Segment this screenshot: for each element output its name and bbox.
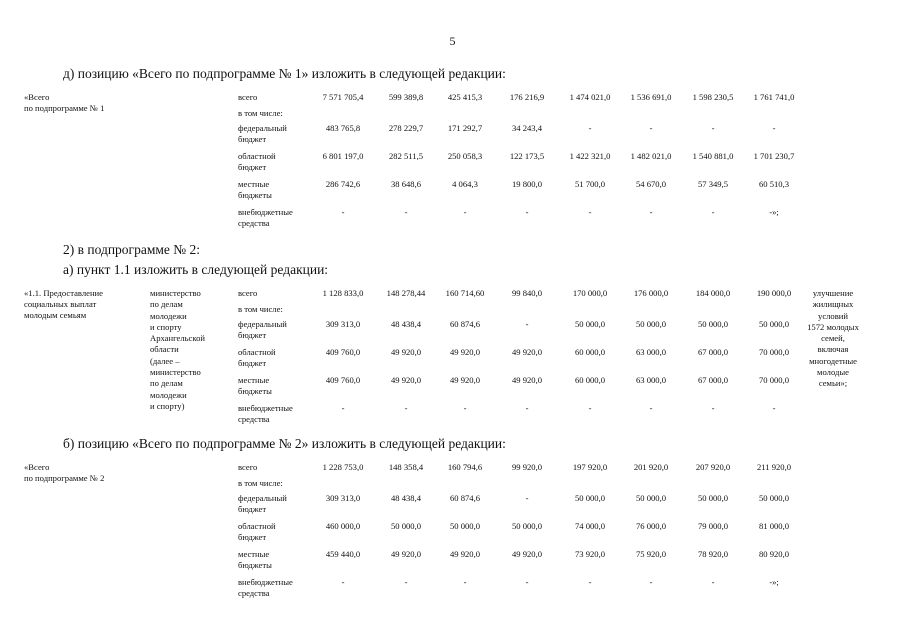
funding-value-cell: 49 920,0: [449, 375, 481, 385]
funding-source: [238, 179, 316, 200]
responsible-line: молодежи: [150, 310, 187, 321]
funding-value-cell: 50 000,0: [635, 319, 667, 329]
funding-value-cell: -: [711, 577, 715, 587]
funding-value-cell: 50 000,0: [574, 319, 606, 329]
funding-value-cell: 60 874,6: [449, 319, 481, 329]
funding-source-line: внебюджетные: [238, 207, 293, 217]
funding-row-federal: [0, 319, 905, 347]
funding-source: [238, 123, 316, 144]
funding-value-cell: -»;: [769, 207, 779, 217]
funding-value-cell: 60 000,0: [574, 347, 606, 357]
funding-row-local: [0, 549, 905, 577]
funding-value-cell: 1 422 321,0: [569, 151, 611, 161]
funding-source: [238, 549, 316, 570]
funding-value-cell: 250 058,3: [447, 151, 483, 161]
funding-value-cell: 160 714,60: [445, 288, 485, 298]
funding-value-cell: 34 243,4: [511, 123, 543, 133]
funding-value-cell: 425 415,3: [447, 92, 483, 102]
heading-item-1-1: а) пункт 1.1 изложить в следующей редакции:: [63, 262, 329, 277]
funding-value-cell: 176 216,9: [509, 92, 545, 102]
funding-source-line: всего: [238, 92, 258, 102]
funding-source-line: средства: [238, 217, 270, 228]
funding-value-cell: 60 000,0: [574, 375, 606, 385]
funding-value-cell: 49 920,0: [511, 549, 543, 559]
funding-value-cell: 459 440,0: [325, 549, 361, 559]
heading-subprogram-2: 2) в подпрограмме № 2:: [63, 242, 201, 257]
funding-value-cell: -: [588, 577, 592, 587]
funding-value-cell: 1 228 753,0: [322, 462, 364, 472]
funding-source-line: областной: [238, 347, 276, 357]
funding-value-cell: 50 000,0: [574, 493, 606, 503]
funding-value-cell: -: [525, 207, 529, 217]
responsible-line: Архангельской: [150, 333, 205, 344]
funding-source: [238, 375, 316, 396]
funding-source-line: всего: [238, 288, 258, 298]
funding-row-offbudget: [0, 207, 905, 235]
funding-value-cell: 49 920,0: [390, 347, 422, 357]
funding-value-cell: 599 389,8: [388, 92, 424, 102]
funding-value-cell: -: [525, 319, 529, 329]
funding-source-line: всего: [238, 462, 258, 472]
funding-value-cell: -: [341, 207, 345, 217]
row-label-line: по подпрограмме № 1: [24, 103, 105, 113]
responsible-line: по делам: [150, 299, 183, 310]
result-line: условий: [818, 310, 848, 321]
funding-value-cell: -: [525, 403, 529, 413]
funding-source-line: областной: [238, 521, 276, 531]
funding-value-cell: 50 000,0: [697, 493, 729, 503]
funding-value-cell: -: [463, 577, 467, 587]
funding-source: [238, 577, 316, 598]
funding-source-line: бюджет: [238, 161, 267, 172]
result-line: многодетные: [809, 355, 857, 366]
funding-value-cell: 70 000,0: [758, 375, 790, 385]
funding-source: [238, 288, 316, 299]
funding-value-cell: -: [463, 403, 467, 413]
funding-value-cell: -: [649, 577, 653, 587]
funding-source-line: местные: [238, 549, 270, 559]
funding-source-line: местные: [238, 375, 270, 385]
funding-value-cell: 409 760,0: [325, 375, 361, 385]
funding-value-cell: -: [588, 207, 592, 217]
funding-value-cell: 148 358,4: [388, 462, 424, 472]
responsible-line: области: [150, 344, 179, 355]
funding-source-line: средства: [238, 413, 270, 424]
funding-source-line: бюджеты: [238, 385, 272, 396]
funding-value-cell: 99 920,0: [511, 462, 543, 472]
funding-value-cell: 81 000,0: [758, 521, 790, 531]
responsible-line: молодежи: [150, 389, 187, 400]
result-line: улучшение: [812, 288, 854, 298]
funding-row-local: [0, 179, 905, 207]
funding-value-cell: 122 173,5: [509, 151, 545, 161]
funding-row-federal: [0, 123, 905, 151]
funding-value-cell: 78 920,0: [697, 549, 729, 559]
funding-subheading: в том числе:: [238, 478, 283, 488]
funding-value-cell: -: [588, 403, 592, 413]
funding-value-cell: -: [588, 123, 592, 133]
funding-value-cell: 409 760,0: [325, 347, 361, 357]
funding-value-cell: -: [525, 493, 529, 503]
funding-value-cell: 63 000,0: [635, 375, 667, 385]
funding-value-cell: 50 000,0: [697, 319, 729, 329]
funding-value-cell: 19 800,0: [511, 179, 543, 189]
funding-value-cell: 99 840,0: [511, 288, 543, 298]
funding-value-cell: 1 540 881,0: [692, 151, 734, 161]
funding-value-cell: 50 000,0: [758, 493, 790, 503]
funding-source-line: бюджет: [238, 329, 267, 340]
funding-value-cell: 49 920,0: [511, 375, 543, 385]
funding-source-line: бюджет: [238, 531, 267, 542]
funding-value-cell: 184 000,0: [695, 288, 731, 298]
funding-value-cell: 278 229,7: [388, 123, 424, 133]
row-label-line: «Всего: [24, 462, 50, 472]
result-line: семьи»;: [818, 378, 848, 389]
funding-source: [238, 207, 316, 228]
funding-source: [238, 521, 316, 542]
funding-value-cell: 309 313,0: [325, 319, 361, 329]
funding-value-cell: 176 000,0: [633, 288, 669, 298]
funding-value-cell: 49 920,0: [449, 549, 481, 559]
funding-value-cell: 67 000,0: [697, 375, 729, 385]
responsible-line: министерство: [150, 288, 201, 298]
funding-value-cell: 1 598 230,5: [692, 92, 734, 102]
funding-source-line: бюджет: [238, 133, 267, 144]
funding-value-cell: 51 700,0: [574, 179, 606, 189]
funding-value-cell: 211 920,0: [756, 462, 792, 472]
funding-value-cell: 190 000,0: [756, 288, 792, 298]
funding-value-cell: 201 920,0: [633, 462, 669, 472]
funding-source-line: бюджет: [238, 357, 267, 368]
funding-source: [238, 347, 316, 368]
funding-source-line: внебюджетные: [238, 577, 293, 587]
funding-value-cell: 60 874,6: [449, 493, 481, 503]
funding-value-cell: -: [649, 403, 653, 413]
funding-row-regional: [0, 347, 905, 375]
funding-value-cell: 79 000,0: [697, 521, 729, 531]
funding-value-cell: 309 313,0: [325, 493, 361, 503]
funding-value-cell: 50 000,0: [758, 319, 790, 329]
funding-value-cell: 160 794,6: [447, 462, 483, 472]
funding-value-cell: 50 000,0: [449, 521, 481, 531]
funding-value-cell: 73 920,0: [574, 549, 606, 559]
funding-source-line: внебюджетные: [238, 403, 293, 413]
funding-value-cell: 38 648,6: [390, 179, 422, 189]
funding-value-cell: 50 000,0: [511, 521, 543, 531]
row-label-line: социальных выплат: [24, 299, 97, 309]
funding-value-cell: 460 000,0: [325, 521, 361, 531]
funding-value-cell: 286 742,6: [325, 179, 361, 189]
funding-value-cell: 49 920,0: [390, 375, 422, 385]
row-label-line: молодым семьям: [24, 310, 87, 320]
funding-value-cell: -: [649, 207, 653, 217]
funding-source-line: областной: [238, 151, 276, 161]
funding-value-cell: 207 920,0: [695, 462, 731, 472]
heading-position-total-subprogram-2: б) позицию «Всего по подпрограмме № 2» изложить в следующей редакции:: [63, 436, 506, 451]
funding-value-cell: 148 278,44: [386, 288, 426, 298]
funding-value-cell: 4 064,3: [452, 179, 478, 189]
heading-position-total-subprogram-1: д) позицию «Всего по подпрограмме № 1» изложить в следующей редакции:: [63, 66, 506, 81]
responsible-line: и спорту: [150, 321, 182, 332]
funding-value-cell: -: [463, 207, 467, 217]
funding-value-cell: 1 474 021,0: [569, 92, 611, 102]
funding-value-cell: 1 761 741,0: [753, 92, 795, 102]
funding-value-cell: 54 670,0: [635, 179, 667, 189]
funding-source: [238, 319, 316, 340]
funding-value-cell: 48 438,4: [390, 493, 422, 503]
responsible-line: по делам: [150, 378, 183, 389]
row-label-line: «1.1. Предоставление: [24, 288, 103, 298]
funding-source-line: бюджет: [238, 503, 267, 514]
funding-source: [238, 151, 316, 172]
funding-value-cell: 49 920,0: [511, 347, 543, 357]
responsible-line: и спорту): [150, 400, 185, 411]
funding-value-cell: 49 920,0: [390, 549, 422, 559]
funding-value-cell: 49 920,0: [449, 347, 481, 357]
funding-value-cell: 171 292,7: [447, 123, 483, 133]
funding-value-cell: 6 801 197,0: [322, 151, 364, 161]
row-label-line: «Всего: [24, 92, 50, 102]
funding-value-cell: 48 438,4: [390, 319, 422, 329]
funding-subheading: в том числе:: [238, 304, 283, 314]
funding-value-cell: 80 920,0: [758, 549, 790, 559]
funding-value-cell: 50 000,0: [635, 493, 667, 503]
funding-source-line: средства: [238, 587, 270, 598]
funding-source-line: местные: [238, 179, 270, 189]
funding-row-local: [0, 375, 905, 403]
funding-value-cell: 1 128 833,0: [322, 288, 364, 298]
funding-source: [238, 92, 316, 103]
funding-value-cell: -: [772, 123, 776, 133]
funding-value-cell: 1 482 021,0: [630, 151, 672, 161]
result-line: жилищных: [812, 299, 854, 310]
funding-value-cell: -: [404, 403, 408, 413]
funding-value-cell: 74 000,0: [574, 521, 606, 531]
funding-row-total: [0, 288, 905, 316]
funding-source-line: бюджеты: [238, 189, 272, 200]
funding-value-cell: 75 920,0: [635, 549, 667, 559]
page-number: 5: [449, 34, 456, 48]
funding-source-line: федеральный: [238, 319, 287, 329]
funding-value-cell: 57 349,5: [697, 179, 729, 189]
funding-source-line: федеральный: [238, 123, 287, 133]
funding-value-cell: 1 536 691,0: [630, 92, 672, 102]
funding-value-cell: 50 000,0: [390, 521, 422, 531]
funding-value-cell: 76 000,0: [635, 521, 667, 531]
funding-value-cell: -: [341, 577, 345, 587]
funding-value-cell: 197 920,0: [572, 462, 608, 472]
funding-value-cell: -: [525, 577, 529, 587]
funding-row-regional: [0, 521, 905, 549]
funding-source-line: бюджеты: [238, 559, 272, 570]
funding-value-cell: 63 000,0: [635, 347, 667, 357]
funding-value-cell: -: [404, 207, 408, 217]
result-line: 1572 молодых: [807, 321, 859, 332]
funding-row-total: [0, 462, 905, 490]
funding-value-cell: 1 701 230,7: [753, 151, 795, 161]
funding-value-cell: -: [649, 123, 653, 133]
funding-value-cell: 483 765,8: [325, 123, 361, 133]
funding-value-cell: 70 000,0: [758, 347, 790, 357]
result-line: включая: [817, 344, 849, 355]
funding-subheading: в том числе:: [238, 108, 283, 118]
funding-row-offbudget: [0, 577, 905, 605]
result-line: молодые: [817, 367, 849, 378]
funding-value-cell: 7 571 705,4: [322, 92, 364, 102]
funding-row-total: [0, 92, 905, 120]
funding-value-cell: -: [711, 207, 715, 217]
funding-value-cell: -: [772, 403, 776, 413]
funding-value-cell: -: [404, 577, 408, 587]
funding-source-line: федеральный: [238, 493, 287, 503]
funding-row-offbudget: [0, 400, 905, 431]
funding-value-cell: 282 511,5: [388, 151, 424, 161]
funding-value-cell: 60 510,3: [758, 179, 790, 189]
funding-value-cell: -: [711, 123, 715, 133]
funding-row-regional: [0, 151, 905, 179]
row-label-line: по подпрограмме № 2: [24, 473, 105, 483]
funding-value-cell: 67 000,0: [697, 347, 729, 357]
funding-row-federal: [0, 493, 905, 521]
funding-source: [238, 403, 316, 424]
funding-value-cell: -: [341, 403, 345, 413]
responsible-line: министерство: [150, 367, 201, 378]
funding-value-cell: 170 000,0: [572, 288, 608, 298]
funding-value-cell: -: [711, 403, 715, 413]
result-line: семей,: [821, 333, 845, 344]
responsible-line: (далее –: [150, 355, 180, 366]
funding-value-cell: -»;: [769, 577, 779, 587]
funding-source: [238, 493, 316, 514]
funding-source: [238, 462, 316, 473]
